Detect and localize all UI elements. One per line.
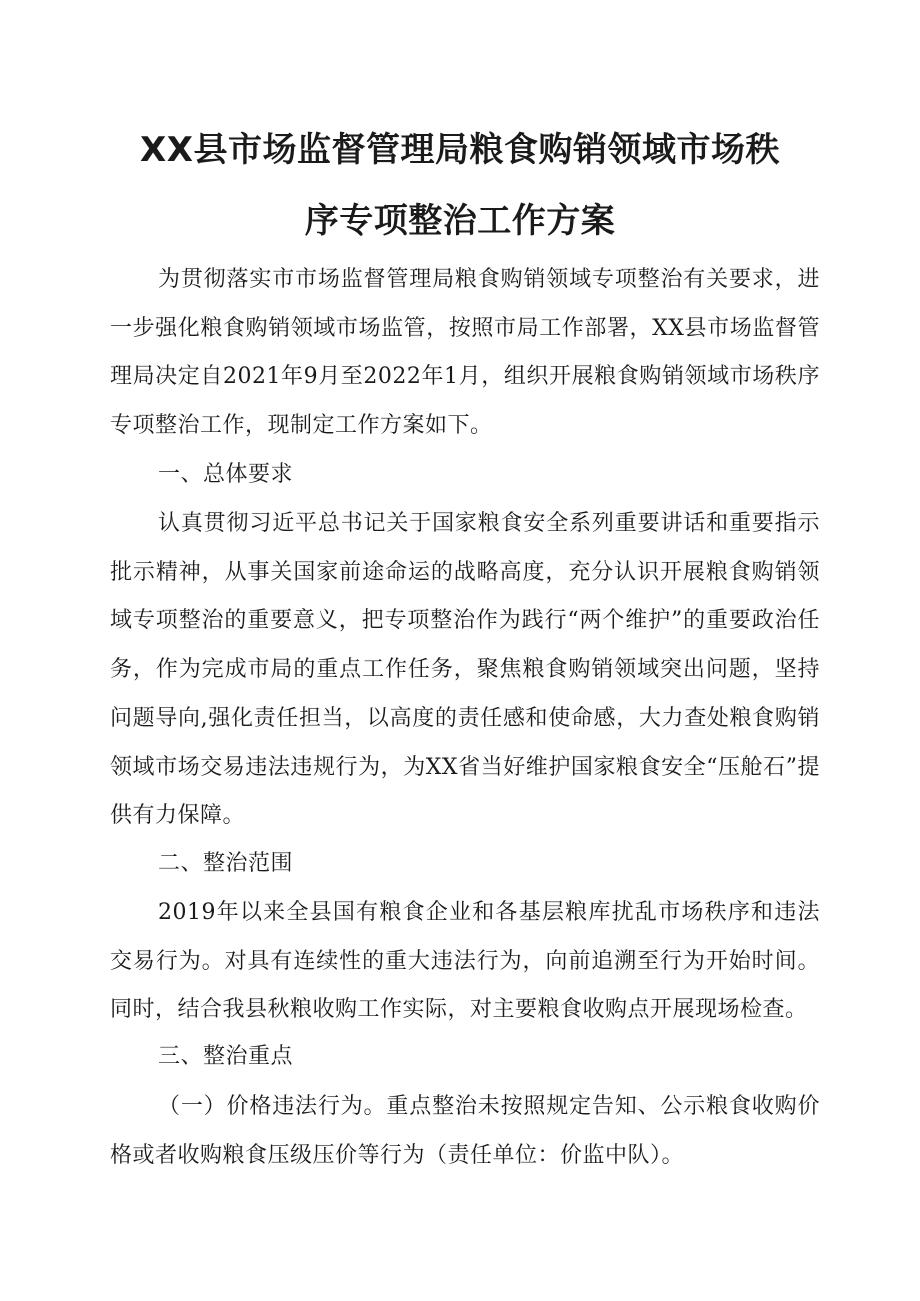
scope-paragraph: 2019年以来全县国有粮食企业和各基层粮库扰乱市场秩序和违法交易行为。对具有连续性的重大违法行为，向前追溯至行为开始时间。同时，结合我县秋粮收购工作实际，对主要粮食收购点开展现场检查。 — [110, 900, 820, 1023]
general-requirements-paragraph: 认真贯彻习近平总书记关于国家粮食安全系列重要讲话和重要指示批示精神，从事关国家前途命运的战略高度，充分认识开展粮食购销领域专项整治的重要意义，把专项整治作为践行“两个维护”的重要政治任务，作为完成市局的重点工作任务，聚焦粮食购销领域突出问题，坚持问题导向,强化责任担当，以高度的责任感和使命感，大力查处粮食购销领域市场交易违法违规行为，为XX省当好维护国家粮食安全“压舱石”提供有力保障。 — [110, 511, 820, 829]
section-heading-scope: 二、整治范围 — [158, 851, 294, 876]
document-title-line-2: 序专项整治工作方案 — [304, 201, 616, 241]
price-violation-paragraph: （一）价格违法行为。重点整治未按照规定告知、公示粮食收购价格或者收购粮食压级压价等行为（责任单位：价监中队）。 — [110, 1094, 820, 1168]
document-title-line-1: XX县市场监督管理局粮食购销领域市场秩 — [140, 130, 780, 170]
intro-paragraph: 为贯彻落实市市场监督管理局粮食购销领域专项整治有关要求，进一步强化粮食购销领域市场监管，按照市局工作部署，XX县市场监督管理局决定自2021年9月至2022年1月，组织开展粮食购销领域市场秩序专项整治工作，现制定工作方案如下。 — [110, 267, 820, 439]
section-heading-general-requirements: 一、总体要求 — [158, 462, 294, 487]
section-heading-key-points: 三、整治重点 — [158, 1044, 294, 1069]
